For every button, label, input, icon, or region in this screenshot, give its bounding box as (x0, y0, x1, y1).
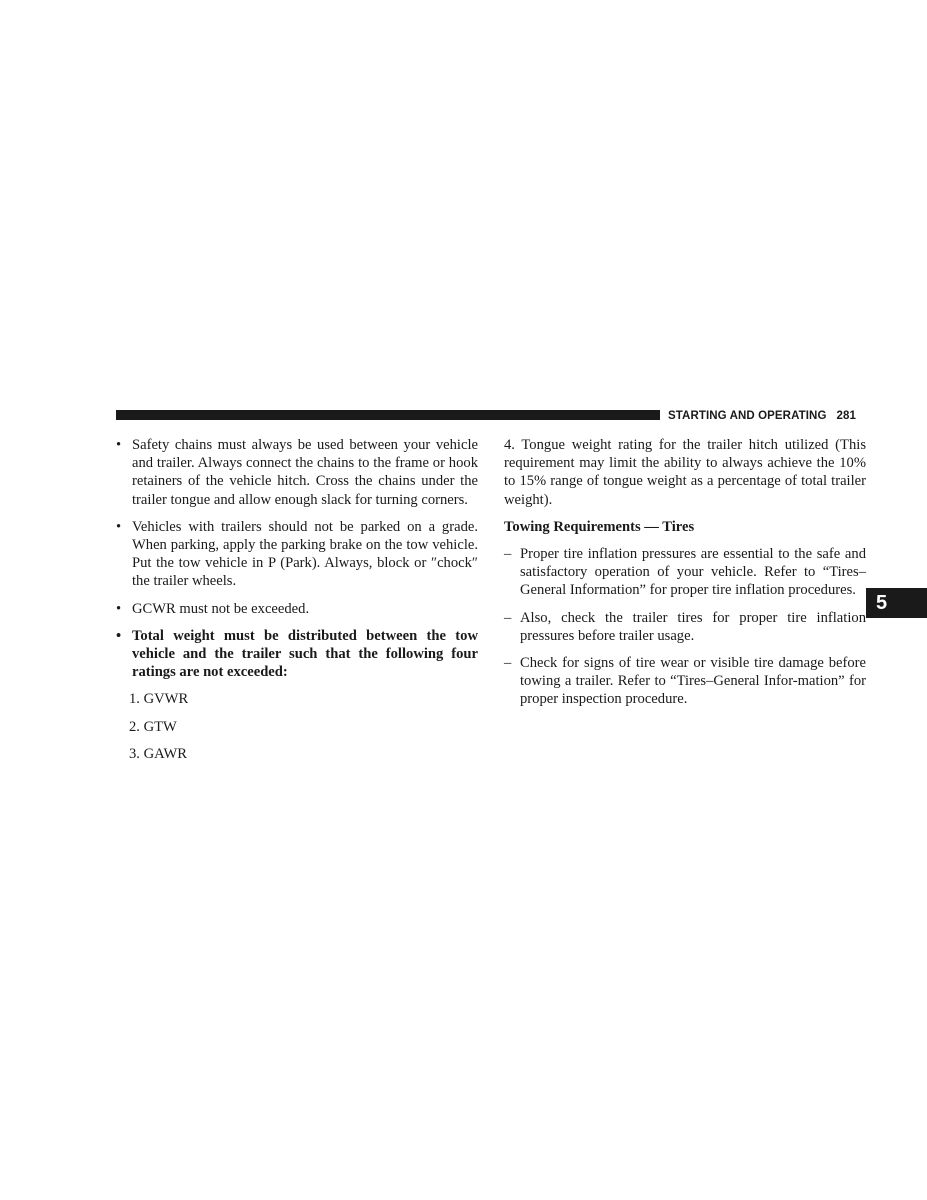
header-rule (116, 410, 660, 420)
bullet-mark: • (116, 627, 122, 644)
rating-item-gawr: 3. GAWR (129, 745, 188, 762)
bullet-item-safety-chains (116, 436, 478, 509)
dash-mark: – (504, 655, 512, 672)
dash-text: Check for signs of tire wear or visible tire damage before towing a trailer. Refer to “Tires–General Infor-mation” for proper inspection procedure. (520, 655, 866, 708)
dash-mark: – (504, 546, 512, 563)
bullet-text: Vehicles with trailers should not be parked on a grade. When parking, apply the parking brake on the tow vehicle. Put the tow vehicle in P (Park). Always, block or ″chock″ the trailer wheels. (132, 518, 478, 590)
rating-item-gtw: 2. GTW (129, 718, 177, 735)
bullet-text: Safety chains must always be used between your vehicle and trailer. Always connect the chains to the frame or hook retainers of the vehicle hitch. Cross the chains under the trailer tongue and allow enough slack for turning corners. (132, 437, 478, 508)
left-column (116, 436, 478, 772)
bullet-item-gcwr (116, 600, 478, 618)
section-title: STARTING AND OPERATING (668, 410, 827, 422)
dash-item-inflation (504, 545, 866, 600)
dash-item-tire-wear (504, 654, 866, 709)
page-number: 281 (836, 410, 857, 422)
bullet-mark: • (116, 437, 122, 453)
bullet-mark: • (116, 518, 122, 535)
right-column (504, 436, 866, 718)
dash-mark: – (504, 609, 512, 626)
bullet-mark: • (116, 600, 122, 617)
dash-text: Proper tire inflation pressures are essential to the safe and satisfactory operation of your vehicle. Refer to “Tires–General Information” for proper tire inflation procedures. (520, 546, 866, 599)
rating-item-tongue-weight: 4. Tongue weight rating for the trailer hitch utilized (This requirement may limit the ability to always achieve the 10% to 15% range of tongue weight as a percentage of total trailer weight). (504, 437, 866, 508)
bullet-item-parking (116, 518, 478, 591)
bullet-item-total-weight (116, 627, 478, 682)
chapter-tab: 5 (866, 588, 927, 618)
bullet-text: Total weight must be distributed between the tow vehicle and the trailer such that the following four ratings are not exceeded: (132, 627, 478, 681)
dash-text: Also, check the trailer tires for proper tire inflation pressures before trailer usage. (520, 609, 866, 644)
section-heading-tires: Towing Requirements — Tires (504, 518, 695, 535)
running-header (668, 408, 868, 424)
bullet-text: GCWR must not be exceeded. (132, 600, 310, 617)
dash-item-trailer-tires (504, 609, 866, 645)
rating-item-gvwr: 1. GVWR (129, 691, 189, 708)
